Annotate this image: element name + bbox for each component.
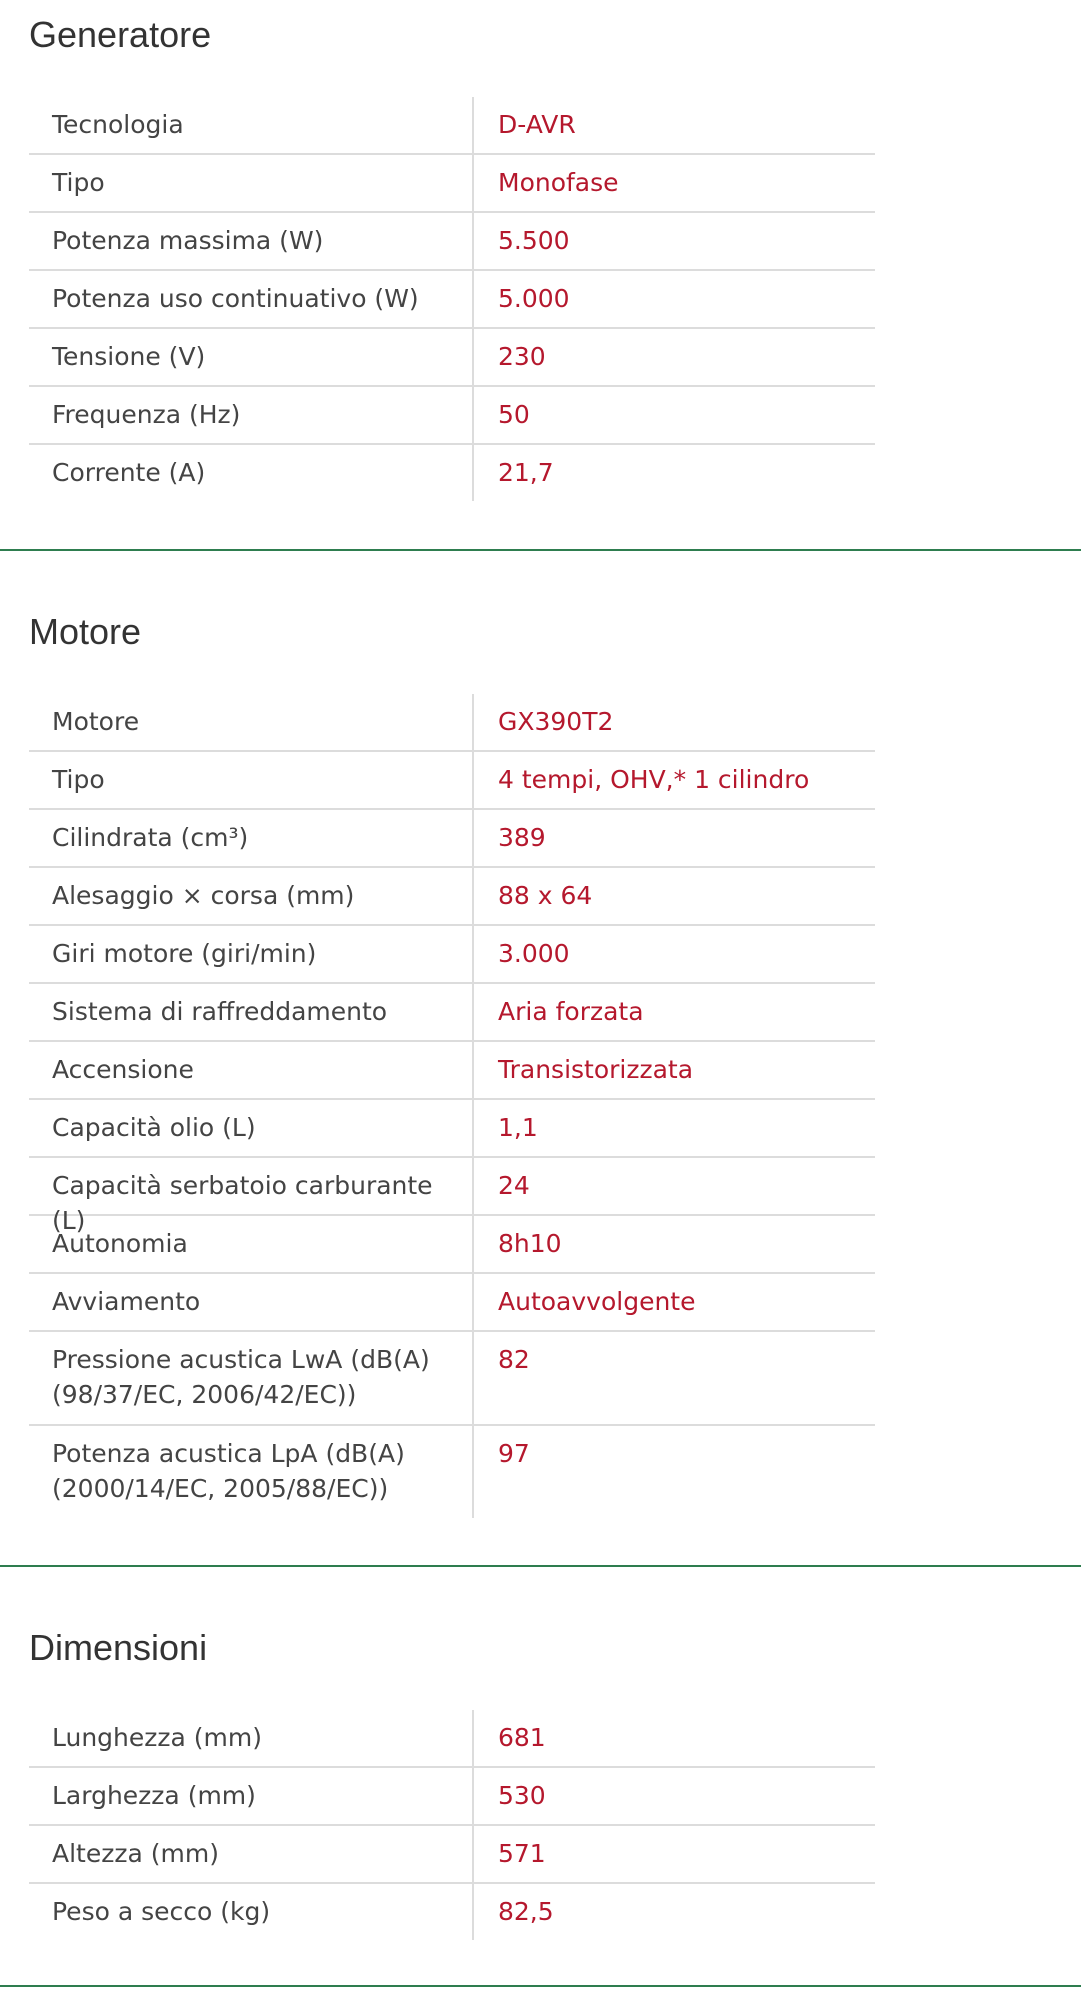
section-generatore: [0, 0, 1081, 551]
table-row: [29, 155, 875, 213]
spec-label: Pressione acustica LwA (dB(A) (98/37/EC, 2006/42/EC)): [29, 1332, 474, 1424]
table-row: [29, 984, 875, 1042]
spec-value: 5.000: [498, 284, 570, 313]
spec-label: Potenza massima (W): [29, 213, 474, 269]
spec-label: Capacità olio (L): [29, 1100, 474, 1156]
spec-label: Alesaggio × corsa (mm): [29, 868, 474, 924]
spec-label: Tipo: [29, 752, 474, 808]
spec-label: Capacità serbatoio carburante (L): [29, 1158, 474, 1214]
spec-label: Tecnologia: [29, 97, 474, 153]
spec-value: Autoavvolgente: [498, 1287, 696, 1316]
spec-value: 88 x 64: [498, 881, 593, 910]
spec-value: 681: [498, 1723, 546, 1752]
spec-label: Autonomia: [29, 1216, 474, 1272]
table-row: [29, 271, 875, 329]
table-row: [29, 97, 875, 155]
table-row: [29, 445, 875, 501]
table-row: [29, 868, 875, 926]
spec-label: Tipo: [29, 155, 474, 211]
section-title: Generatore: [29, 14, 212, 55]
table-row: [29, 810, 875, 868]
spec-value: GX390T2: [498, 707, 614, 736]
table-row: [29, 1100, 875, 1158]
table-row: [29, 926, 875, 984]
spec-label: Peso a secco (kg): [29, 1884, 474, 1940]
spec-value: 530: [498, 1781, 546, 1810]
table-row: [29, 1826, 875, 1884]
spec-value: Aria forzata: [498, 997, 644, 1026]
spec-value: 21,7: [498, 458, 554, 487]
table-row: [29, 1158, 875, 1235]
table-row: [29, 1768, 875, 1826]
spec-label: Cilindrata (cm³): [29, 810, 474, 866]
spec-label: Lunghezza (mm): [29, 1710, 474, 1766]
spec-label: Altezza (mm): [29, 1826, 474, 1882]
spec-label: Potenza acustica LpA (dB(A) (2000/14/EC, 2005/88/EC)): [29, 1426, 474, 1518]
spec-value: Monofase: [498, 168, 619, 197]
spec-value: 50: [498, 400, 530, 429]
table-row: [29, 1884, 875, 1940]
spec-value: 1,1: [498, 1113, 538, 1142]
section-title: Motore: [29, 611, 142, 652]
spec-value: 82: [498, 1345, 530, 1374]
table-row: [29, 329, 875, 387]
spec-value: 230: [498, 342, 546, 371]
spec-value: D-AVR: [498, 110, 576, 139]
section-dimensioni: [0, 1567, 1081, 1987]
spec-value: 5.500: [498, 226, 570, 255]
section-motore: [0, 551, 1081, 1567]
section-title: Dimensioni: [29, 1627, 208, 1668]
table-row: [29, 752, 875, 810]
table-row: [29, 694, 875, 752]
table-row: [29, 213, 875, 271]
table-row: [29, 1710, 875, 1768]
spec-label: Avviamento: [29, 1274, 474, 1330]
spec-label: Giri motore (giri/min): [29, 926, 474, 982]
table-row: [29, 1332, 875, 1426]
spec-value: 8h10: [498, 1229, 562, 1258]
spec-table: [29, 1710, 875, 1940]
spec-label: Motore: [29, 694, 474, 750]
spec-value: 389: [498, 823, 546, 852]
spec-label: Frequenza (Hz): [29, 387, 474, 443]
spec-label: Corrente (A): [29, 445, 474, 501]
table-row: [29, 1216, 875, 1274]
spec-table: [29, 694, 875, 1518]
spec-value: 82,5: [498, 1897, 554, 1926]
spec-label: Tensione (V): [29, 329, 474, 385]
spec-label: Larghezza (mm): [29, 1768, 474, 1824]
spec-value: 4 tempi, OHV,* 1 cilindro: [498, 765, 810, 794]
spec-value: 571: [498, 1839, 546, 1868]
table-row: [29, 387, 875, 445]
spec-table: [29, 97, 875, 501]
table-row: [29, 1426, 875, 1518]
spec-value: 97: [498, 1439, 530, 1468]
table-row: [29, 1274, 875, 1332]
spec-value: 24: [498, 1171, 530, 1200]
spec-label: Sistema di raffreddamento: [29, 984, 474, 1040]
spec-label: Accensione: [29, 1042, 474, 1098]
table-row: [29, 1042, 875, 1100]
spec-value: 3.000: [498, 939, 570, 968]
spec-label: Potenza uso continuativo (W): [29, 271, 474, 327]
spec-value: Transistorizzata: [498, 1055, 694, 1084]
